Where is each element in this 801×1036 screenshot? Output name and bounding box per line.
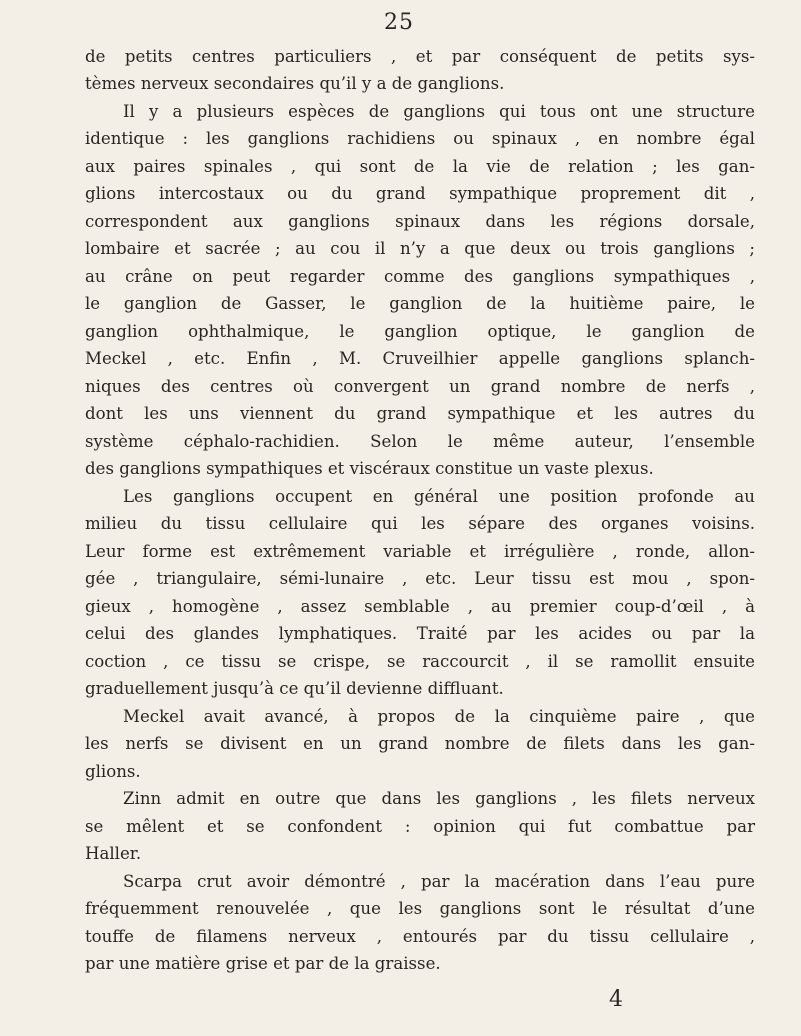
text-line: par une matière grise et par de la graisse. (85, 954, 441, 973)
text-line: correspondent aux ganglions spinaux dans les régions dorsale, (85, 212, 755, 231)
text-line: identique : les ganglions rachidiens ou spinaux , en nombre égal (85, 129, 755, 148)
text-line: touffe de filamens nerveux , entourés par du tissu cellulaire , (85, 927, 755, 946)
text-line: coction , ce tissu se crispe, se raccourcit , il se ramollit ensuite (85, 652, 755, 671)
text-line: Meckel , etc. Enfin , M. Cruveilhier appelle ganglions splanch- (85, 349, 755, 368)
text-line: Meckel avait avancé, à propos de la cinquième paire , que (123, 707, 755, 726)
signature-mark: 4 (609, 987, 623, 1012)
text-line: de petits centres particuliers , et par conséquent de petits sys- (85, 47, 755, 66)
text-line: ganglion ophthalmique, le ganglion optique, le ganglion de (85, 322, 755, 341)
text-line: Il y a plusieurs espèces de ganglions qui tous ont une structure (123, 102, 755, 121)
text-line: glions intercostaux ou du grand sympathique proprement dit , (85, 184, 755, 203)
text-line: dont les uns viennent du grand sympathique et les autres du (85, 404, 755, 423)
text-line: gée , triangulaire, sémi-lunaire , etc. Leur tissu est mou , spon- (85, 569, 755, 588)
text-line: Les ganglions occupent en général une position profonde au (123, 487, 755, 506)
text-line: Haller. (85, 844, 142, 863)
text-line: tèmes nerveux secondaires qu’il y a de ganglions. (85, 74, 505, 93)
text-line: Leur forme est extrêmement variable et irrégulière , ronde, allon- (85, 542, 755, 561)
text-line: milieu du tissu cellulaire qui les sépare des organes voisins. (85, 514, 755, 533)
text-line: glions. (85, 762, 141, 781)
text-line: fréquemment renouvelée , que les ganglions sont le résultat d’une (85, 899, 755, 918)
text-line: système céphalo-rachidien. Selon le même auteur, l’ensemble (85, 432, 755, 451)
text-line: Zinn admit en outre que dans les ganglions , les filets nerveux (123, 789, 755, 808)
text-line: celui des glandes lymphatiques. Traité par les acides ou par la (85, 624, 755, 643)
text-line: lombaire et sacrée ; au cou il n’y a que deux ou trois ganglions ; (85, 239, 755, 258)
text-line: le ganglion de Gasser, le ganglion de la huitième paire, le (85, 294, 755, 313)
text-line: Scarpa crut avoir démontré , par la macération dans l’eau pure (123, 872, 755, 891)
text-line: graduellement jusqu’à ce qu’il devienne diffluant. (85, 679, 504, 698)
text-line: se mêlent et se confondent : opinion qui fut combattue par (85, 817, 755, 836)
text-line: des ganglions sympathiques et viscéraux constitue un vaste plexus. (85, 459, 654, 478)
text-line: gieux , homogène , assez semblable , au premier coup-d’œil , à (85, 597, 755, 616)
page-number: 25 (384, 10, 414, 35)
text-line: niques des centres où convergent un grand nombre de nerfs , (85, 377, 755, 396)
text-line: aux paires spinales , qui sont de la vie de relation ; les gan- (85, 157, 755, 176)
text-line: au crâne on peut regarder comme des ganglions sympathiques , (85, 267, 755, 286)
text-line: les nerfs se divisent en un grand nombre de filets dans les gan- (85, 734, 755, 753)
